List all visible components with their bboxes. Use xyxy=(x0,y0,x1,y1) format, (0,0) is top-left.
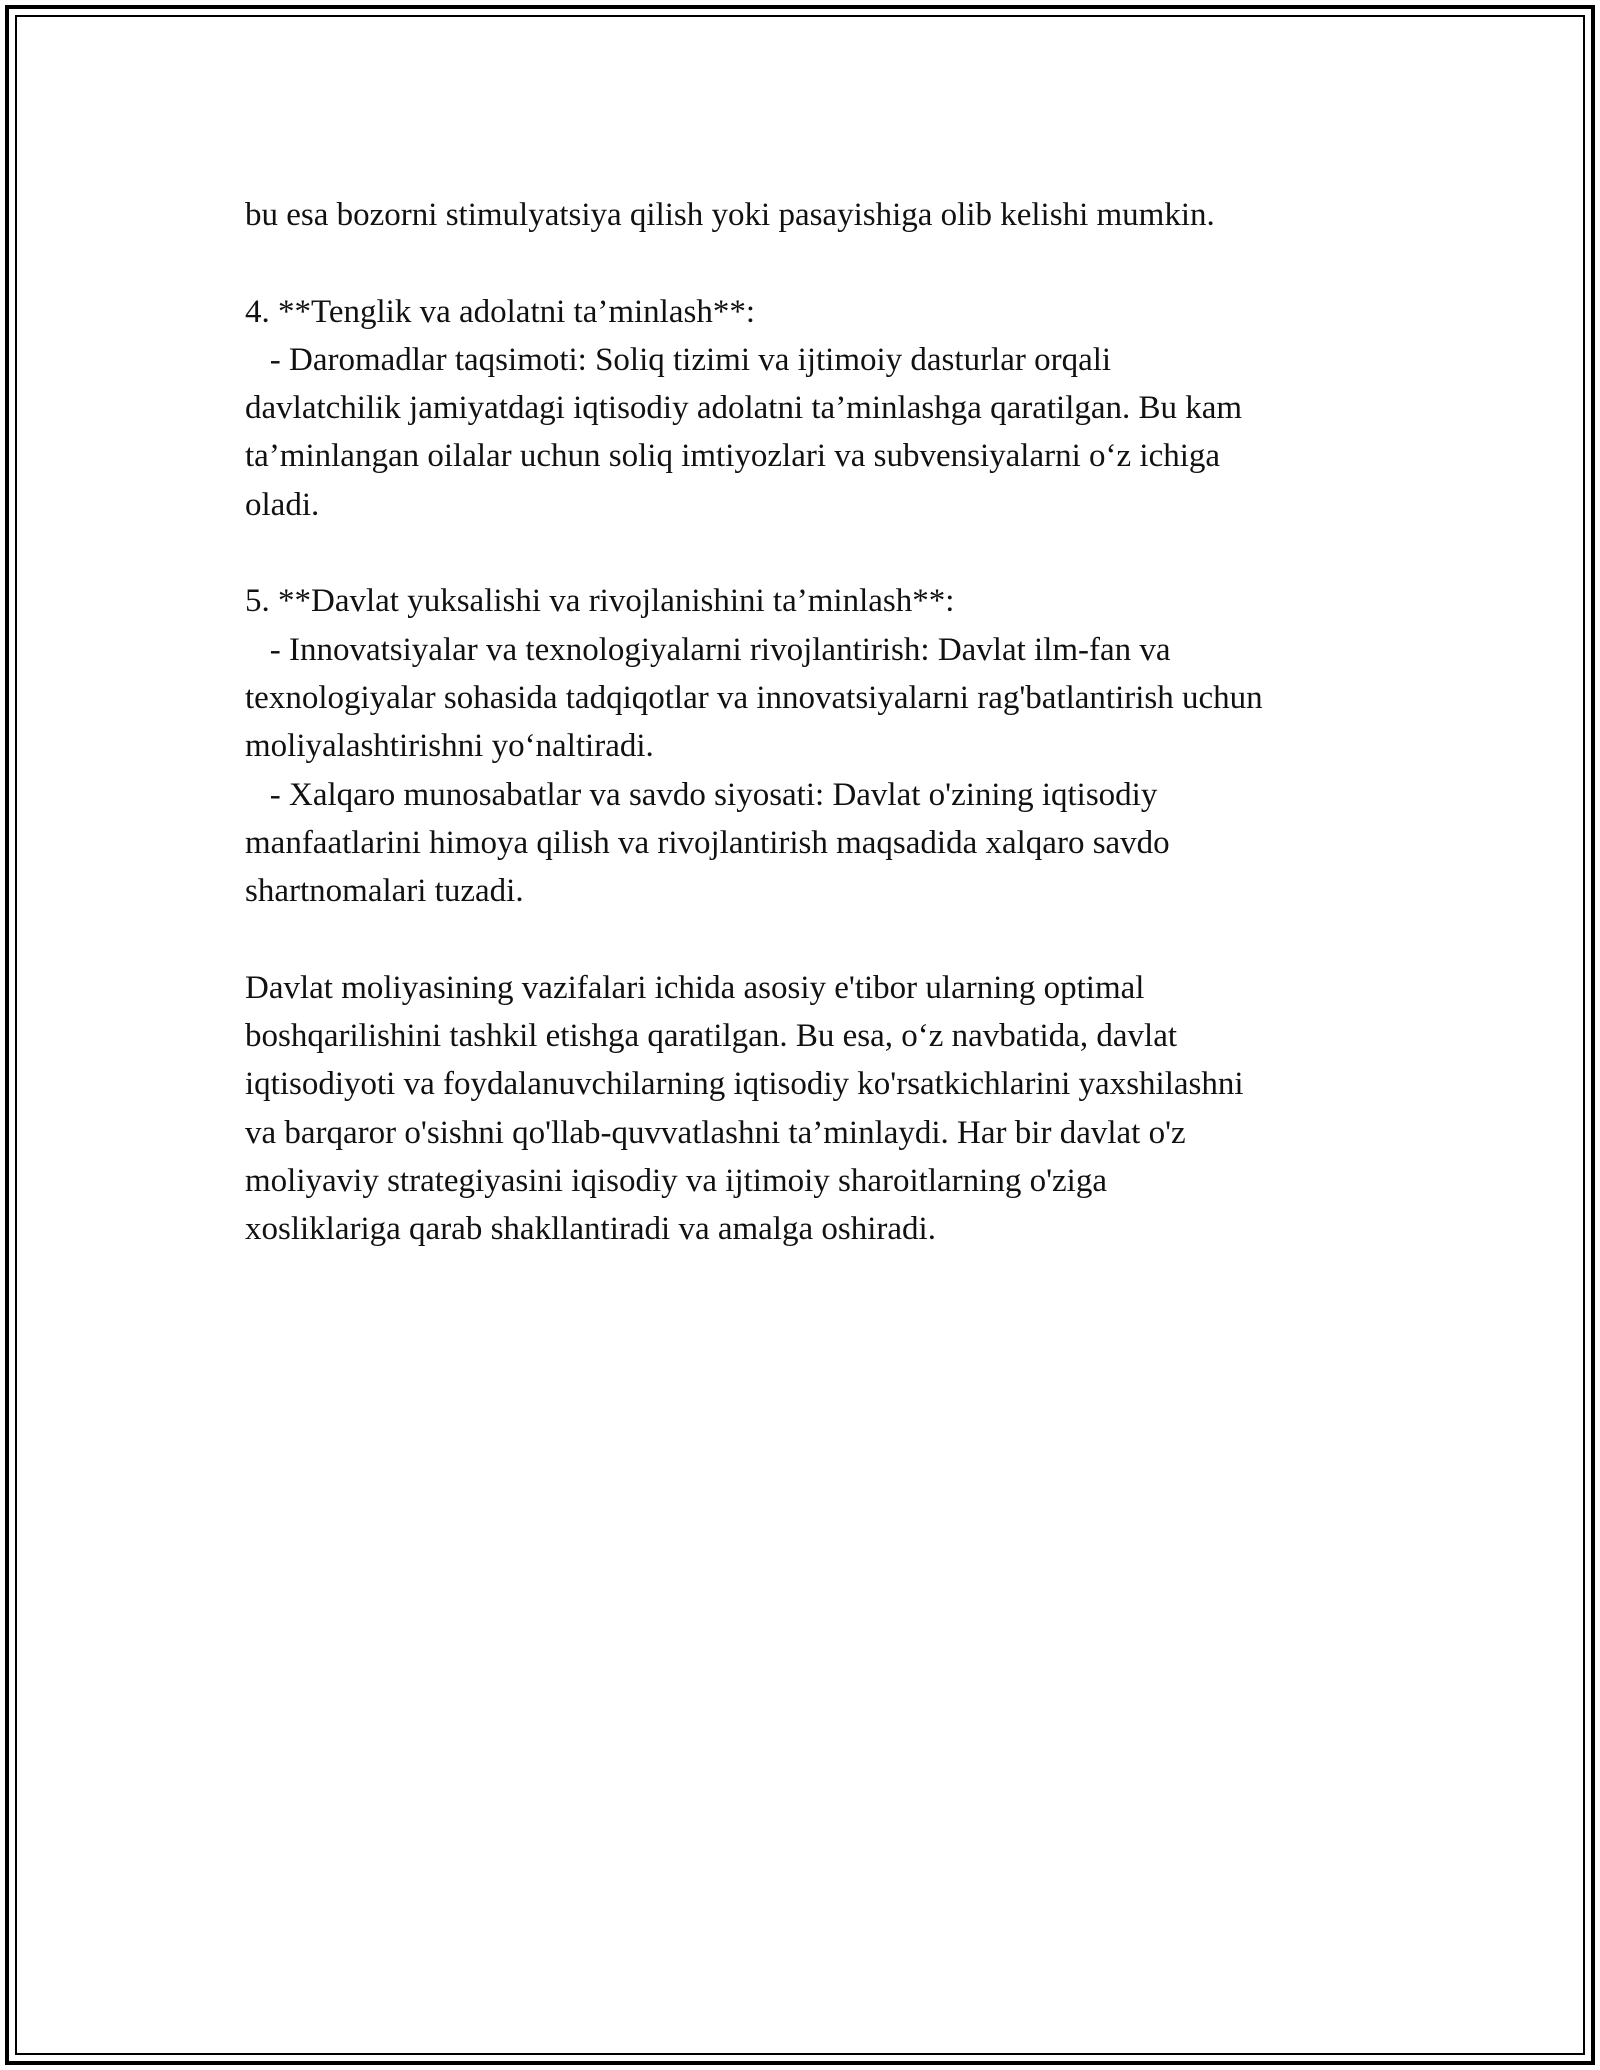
blank-line xyxy=(245,915,1409,963)
conclusion-line: boshqarilishini tashkil etishga qaratilgan. Bu esa, o‘z navbatida, davlat xyxy=(245,1018,1178,1055)
blank-line xyxy=(245,529,1409,577)
section-4 xyxy=(245,288,1409,529)
conclusion-line: va barqaror o'sishni qo'llab-quvvatlashni ta’minlaydi. Har bir davlat o'z xyxy=(245,1114,1186,1151)
section-5-item-1-line: - Innovatsiyalar va texnologiyalarni rivojlantirish: Davlat ilm-fan va xyxy=(245,631,1171,668)
conclusion-line: xosliklariga qarab shakllantiradi va amalga oshiradi. xyxy=(245,1211,936,1248)
section-5-item-2-line: manfaatlarini himoya qilish va rivojlantirish maqsadida xalqaro savdo xyxy=(245,824,1170,861)
section-5 xyxy=(245,577,1409,915)
conclusion-line: moliyaviy strategiyasini iqisodiy va ijtimoiy sharoitlarning o'ziga xyxy=(245,1162,1107,1199)
section-5-item-1-line: texnologiyalar sohasida tadqiqotlar va innovatsiyalarni rag'batlantirish uchun xyxy=(245,679,1263,716)
conclusion-line: Davlat moliyasining vazifalari ichida asosiy e'tibor ularning optimal xyxy=(245,969,1145,1006)
section-4-item-1-line: oladi. xyxy=(245,486,320,523)
section-4-item-1-line: davlatchilik jamiyatdagi iqtisodiy adolatni ta’minlashga qaratilgan. Bu kam xyxy=(245,390,1243,427)
intro-line: bu esa bozorni stimulyatsiya qilish yoki pasayishiga olib kelishi mumkin. xyxy=(245,197,1215,233)
section-5-heading: 5. **Davlat yuksalishi va rivojlanishini ta’minlash**: xyxy=(245,583,955,620)
blank-line xyxy=(245,239,1409,287)
document-body xyxy=(245,191,1409,1254)
section-4-item-1-line: - Daromadlar taqsimoti: Soliq tizimi va ijtimoiy dasturlar orqali xyxy=(245,341,1112,378)
section-4-heading: 4. **Tenglik va adolatni ta’minlash**: xyxy=(245,293,756,330)
section-5-item-1-line: moliyalashtirishni yo‘naltiradi. xyxy=(245,728,654,765)
section-5-item-2-line: shartnomalari tuzadi. xyxy=(245,873,524,910)
page-frame xyxy=(5,5,1595,2065)
conclusion-paragraph xyxy=(245,964,1409,1254)
conclusion-line: iqtisodiyoti va foydalanuvchilarning iqtisodiy ko'rsatkichlarini yaxshilashni xyxy=(245,1066,1244,1103)
section-5-item-2-line: - Xalqaro munosabatlar va savdo siyosati: Davlat o'zining iqtisodiy xyxy=(245,776,1158,813)
section-4-item-1-line: ta’minlangan oilalar uchun soliq imtiyozlari va subvensiyalarni o‘z ichiga xyxy=(245,438,1221,475)
